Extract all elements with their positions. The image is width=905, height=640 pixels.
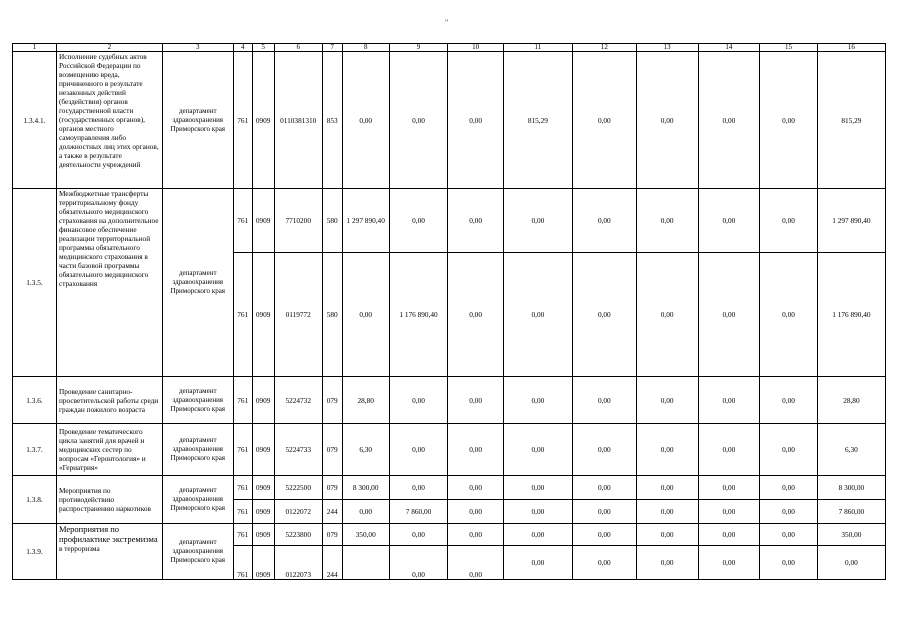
value-cell: 0,00 [448,476,503,500]
header-cell: 14 [698,44,760,52]
value-cell: 0,00 [698,189,760,253]
header-cell: 9 [389,44,448,52]
value-cell: 0,00 [636,253,698,377]
cell-c4: 761 [233,524,252,546]
header-cell: 2 [56,44,162,52]
header-cell: 1 [13,44,57,52]
row-description: Проведение тематического цикла занятий для врачей и медицинских сестер по вопросам «Геронтология» и «Гериатрия» [56,424,162,476]
value-cell: 0,00 [448,546,503,580]
cell-c4: 761 [233,189,252,253]
value-cell: 0,00 [572,524,636,546]
value-cell: 28,80 [817,377,885,424]
header-cell: 7 [322,44,342,52]
value-cell: 0,00 [572,546,636,580]
cell-c7: 244 [322,500,342,524]
row-number: 1.3.5. [13,189,57,377]
value-cell: 1 297 890,40 [342,189,389,253]
header-cell: 6 [274,44,322,52]
cell-c7: 079 [322,524,342,546]
value-cell: 0,00 [572,500,636,524]
table-row [13,52,886,189]
value-cell: 0,00 [572,476,636,500]
row-description-rest: в терроризма [58,544,100,553]
value-cell: 0,00 [636,52,698,189]
value-cell: 0,00 [389,377,448,424]
value-cell: 0,00 [817,546,885,580]
value-cell: 7 860,00 [389,500,448,524]
value-cell: 0,00 [760,253,818,377]
value-cell: 0,00 [698,52,760,189]
header-cell: 15 [760,44,818,52]
value-cell: 815,29 [817,52,885,189]
cell-c6: 5224733 [274,424,322,476]
cell-c5: 0909 [252,52,274,189]
header-cell: 13 [636,44,698,52]
value-cell: 0,00 [448,377,503,424]
table-row [13,524,886,546]
table-row [13,189,886,253]
header-cell: 10 [448,44,503,52]
cell-c6: 0110381310 [274,52,322,189]
value-cell: 815,29 [503,52,572,189]
value-cell: 0,00 [760,377,818,424]
cell-c7: 079 [322,476,342,500]
row-description: Проведение санитарно-просветительской работы среди граждан пожилого возраста [56,377,162,424]
cell-c5: 0909 [252,253,274,377]
value-cell: 0,00 [636,377,698,424]
header-cell: 11 [503,44,572,52]
header-cell: 3 [162,44,233,52]
row-number: 1.3.9. [13,524,57,580]
value-cell: 0,00 [760,52,818,189]
value-cell: 0,00 [448,424,503,476]
cell-c5: 0909 [252,476,274,500]
row-number: 1.3.4.1. [13,52,57,189]
value-cell: 0,00 [760,189,818,253]
value-cell: 0,00 [389,424,448,476]
value-cell: 0,00 [698,546,760,580]
value-cell: 0,00 [698,377,760,424]
value-cell: 1 176 890,40 [817,253,885,377]
cell-c6: 5222500 [274,476,322,500]
value-cell: 0,00 [572,377,636,424]
cell-c4: 761 [233,253,252,377]
value-cell: 0,00 [572,52,636,189]
value-cell: 6,30 [817,424,885,476]
header-row [13,44,886,52]
cell-c7: 244 [322,546,342,580]
cell-c4: 761 [233,377,252,424]
value-cell: 0,00 [698,476,760,500]
value-cell: 0,00 [389,524,448,546]
row-description: Исполнение судебных актов Российской Федерации по возмещению вреда, причиненного в результате незаконных действий (бездействия) органов государственной власти (государственных органов), органов местного самоуправления либо должностных лиц этих органов, а также в результате деятельности учреждений [56,52,162,189]
header-cell: 12 [572,44,636,52]
value-cell: 0,00 [503,377,572,424]
value-cell: 0,00 [760,476,818,500]
row-department: департамент здравоохранения Приморского края [162,424,233,476]
row-number: 1.3.8. [13,476,57,524]
cell-c7: 079 [322,377,342,424]
value-cell: 0,00 [503,500,572,524]
cell-c6: 0122072 [274,500,322,524]
budget-table [12,43,886,580]
cell-c7: 580 [322,253,342,377]
cell-c6: 5223800 [274,524,322,546]
cell-c6: 5224732 [274,377,322,424]
header-cell: 5 [252,44,274,52]
cell-c4: 761 [233,476,252,500]
value-cell: 8 300,00 [817,476,885,500]
value-cell: 0,00 [636,476,698,500]
value-cell: 0,00 [342,253,389,377]
row-description-main: Мероприятия по профилактике экстремизма [58,524,158,544]
cell-c7: 853 [322,52,342,189]
cell-c5: 0909 [252,546,274,580]
value-cell: 0,00 [342,500,389,524]
value-cell: 0,00 [389,476,448,500]
value-cell: 0,00 [760,524,818,546]
cell-c4: 761 [233,424,252,476]
value-cell: 0,00 [503,189,572,253]
value-cell: 1 176 890,40 [389,253,448,377]
header-cell: 16 [817,44,885,52]
value-cell: 0,00 [636,500,698,524]
value-cell: 0,00 [503,546,572,580]
cell-c5: 0909 [252,424,274,476]
value-cell: 1 297 890,40 [817,189,885,253]
value-cell: 0,00 [389,52,448,189]
value-cell: 350,00 [817,524,885,546]
value-cell [342,546,389,580]
row-department: департамент здравоохранения Приморского края [162,189,233,377]
cell-c4: 761 [233,500,252,524]
value-cell: 0,00 [636,189,698,253]
value-cell: 0,00 [448,500,503,524]
value-cell: 350,00 [342,524,389,546]
value-cell: 0,00 [572,189,636,253]
cell-c5: 0909 [252,524,274,546]
value-cell: 0,00 [572,424,636,476]
value-cell: 0,00 [448,524,503,546]
cell-c6: 0119772 [274,253,322,377]
value-cell: 0,00 [342,52,389,189]
value-cell: 0,00 [503,524,572,546]
value-cell: 0,00 [503,253,572,377]
cell-c7: 580 [322,189,342,253]
table-row [13,424,886,476]
value-cell: 7 860,00 [817,500,885,524]
value-cell: 0,00 [698,253,760,377]
cell-c6: 0122073 [274,546,322,580]
row-department: департамент здравоохранения Приморского края [162,52,233,189]
value-cell: 0,00 [572,253,636,377]
value-cell: 0,00 [760,546,818,580]
value-cell: 0,00 [448,52,503,189]
row-department: департамент здравоохранения Приморского края [162,476,233,524]
value-cell: 8 300,00 [342,476,389,500]
row-description: Мероприятия по противодействию распространению наркотиков [56,476,162,524]
value-cell: 0,00 [636,424,698,476]
value-cell: 0,00 [389,546,448,580]
value-cell: 0,00 [503,424,572,476]
value-cell: 28,80 [342,377,389,424]
row-number: 1.3.7. [13,424,57,476]
cell-c7: 079 [322,424,342,476]
value-cell: 0,00 [698,424,760,476]
value-cell: 0,00 [636,546,698,580]
value-cell: 0,00 [760,500,818,524]
table-row [13,476,886,500]
row-department: департамент здравоохранения Приморского края [162,524,233,580]
header-cell: 8 [342,44,389,52]
value-cell: 6,30 [342,424,389,476]
row-description [56,524,162,580]
value-cell: 0,00 [448,253,503,377]
value-cell: 0,00 [448,189,503,253]
value-cell: 0,00 [389,189,448,253]
cell-c5: 0909 [252,377,274,424]
cell-c6: 7710200 [274,189,322,253]
header-cell: 4 [233,44,252,52]
page-mark: " [445,18,449,27]
cell-c5: 0909 [252,500,274,524]
table-row [13,377,886,424]
cell-c5: 0909 [252,189,274,253]
value-cell: 0,00 [760,424,818,476]
row-department: департамент здравоохранения Приморского края [162,377,233,424]
value-cell: 0,00 [698,500,760,524]
row-description: Межбюджетные трансферты территориальному фонду обязательного медицинского страхования на дополнительное финансовое обеспечение реализации территориальной программы обязательного медицинского страхования в части базовой программы обязательного медицинского страхования [56,189,162,377]
cell-c4: 761 [233,52,252,189]
cell-c4: 761 [233,546,252,580]
value-cell: 0,00 [636,524,698,546]
value-cell: 0,00 [503,476,572,500]
value-cell: 0,00 [698,524,760,546]
row-number: 1.3.6. [13,377,57,424]
